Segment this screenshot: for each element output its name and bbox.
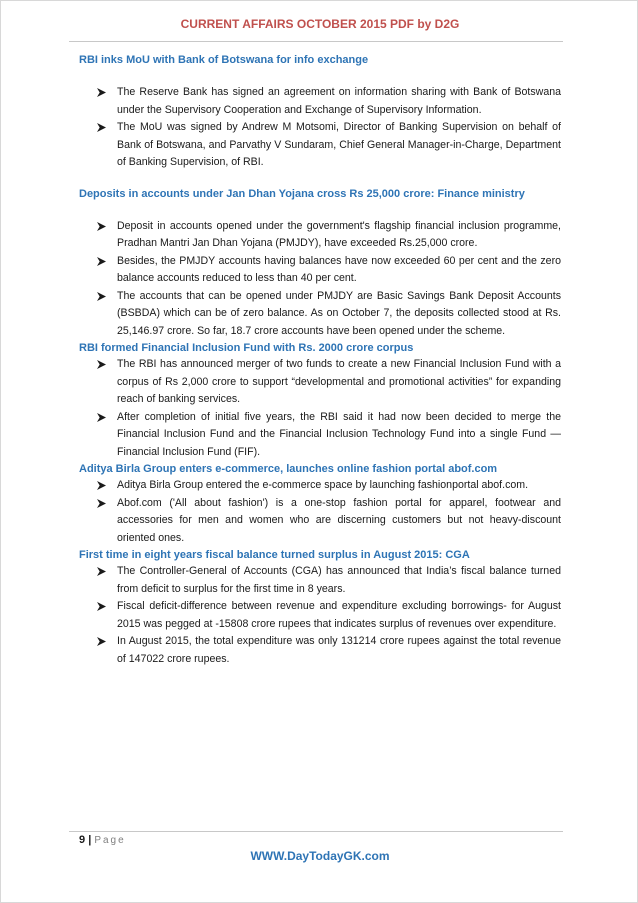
list-item: The RBI has announced merger of two funds to create a new Financial Inclusion Fund with a corpus of Rs 2,000 crore to support “developmental and promotional activities” for expanding reach of banking services.	[79, 356, 561, 409]
section-title-fiscal-surplus: First time in eight years fiscal balance turned surplus in August 2015: CGA	[79, 549, 470, 561]
page-content	[79, 52, 561, 668]
list-item: Abof.com ('All about fashion') is a one-stop fashion portal for apparel, footwear and accessories for men and women who are discerning customers but not heavy-discount oriented ones.	[79, 495, 561, 548]
arrow-bullet-icon	[97, 356, 111, 374]
arrow-bullet-icon	[97, 598, 111, 616]
arrow-bullet-icon	[97, 84, 111, 102]
bullet-list	[79, 356, 561, 461]
list-item: The accounts that can be opened under PMJDY are Basic Savings Bank Deposit Accounts (BSBDA) which can be of zero balance. As on October 7, the deposits collected stood at Rs. 25,146.97 crore. So far, 18.7 crore accounts have been opened under the scheme.	[79, 288, 561, 341]
list-item: After completion of initial five years, the RBI said it had now been decided to merge the Financial Inclusion Fund and the Financial Inclusion Technology Fund into a single Fund — Financial Inclusion Fund (FIF).	[79, 409, 561, 462]
arrow-bullet-icon	[97, 288, 111, 306]
website-link[interactable]: WWW.DayTodayGK.com	[250, 849, 390, 863]
list-item: The MoU was signed by Andrew M Motsomi, Director of Banking Supervision on behalf of Bank of Botswana, and Parvathy V Sundaram, Chief General Manager-in-Charge, Department of Banking Supervision, of RBI.	[79, 119, 561, 172]
page-header: CURRENT AFFAIRS OCTOBER 2015 PDF by D2G	[180, 17, 460, 31]
bullet-list	[79, 84, 561, 172]
page-number	[79, 834, 126, 846]
list-item: The Reserve Bank has signed an agreement on information sharing with Bank of Botswana under the Supervisory Cooperation and Exchange of Supervisory Information.	[79, 84, 561, 119]
bullet-list	[79, 477, 561, 547]
arrow-bullet-icon	[97, 633, 111, 651]
arrow-bullet-icon	[97, 495, 111, 513]
arrow-bullet-icon	[97, 253, 111, 271]
page-number-value: 9	[79, 834, 86, 846]
list-item: The Controller-General of Accounts (CGA) has announced that India’s fiscal balance turned from deficit to surplus for the first time in 8 years.	[79, 563, 561, 598]
arrow-bullet-icon	[97, 563, 111, 581]
section-title-rbi-botswana: RBI inks MoU with Bank of Botswana for info exchange	[79, 54, 369, 66]
arrow-bullet-icon	[97, 218, 111, 236]
arrow-bullet-icon	[97, 477, 111, 495]
list-item: Besides, the PMJDY accounts having balances have now exceeded 60 per cent and the zero balance accounts reduced to less than 40 per cent.	[79, 253, 561, 288]
section-title-jan-dhan: Deposits in accounts under Jan Dhan Yojana cross Rs 25,000 crore: Finance ministry	[79, 187, 525, 200]
header-divider	[69, 41, 563, 42]
list-item: In August 2015, the total expenditure was only 131214 crore rupees against the total revenue of 147022 crore rupees.	[79, 633, 561, 668]
bullet-list	[79, 218, 561, 341]
footer-divider	[69, 831, 563, 832]
list-item: Deposit in accounts opened under the government's flagship financial inclusion programme, Pradhan Mantri Jan Dhan Yojana (PMJDY), have exceeded Rs.25,000 crore.	[79, 218, 561, 253]
list-item: Aditya Birla Group entered the e-commerce space by launching fashionportal abof.com.	[79, 477, 561, 495]
bullet-list	[79, 563, 561, 668]
arrow-bullet-icon	[97, 409, 111, 427]
section-title-aditya-birla: Aditya Birla Group enters e-commerce, launches online fashion portal abof.com	[79, 463, 498, 475]
section-title-inclusion-fund: RBI formed Financial Inclusion Fund with Rs. 2000 crore corpus	[79, 342, 414, 354]
page-label: Page	[94, 835, 126, 846]
page-separator: |	[88, 834, 92, 846]
arrow-bullet-icon	[97, 119, 111, 137]
list-item: Fiscal deficit-difference between revenue and expenditure excluding borrowings- for August 2015 was pegged at -15808 crore rupees that indicates surplus of revenues over expenditure.	[79, 598, 561, 633]
